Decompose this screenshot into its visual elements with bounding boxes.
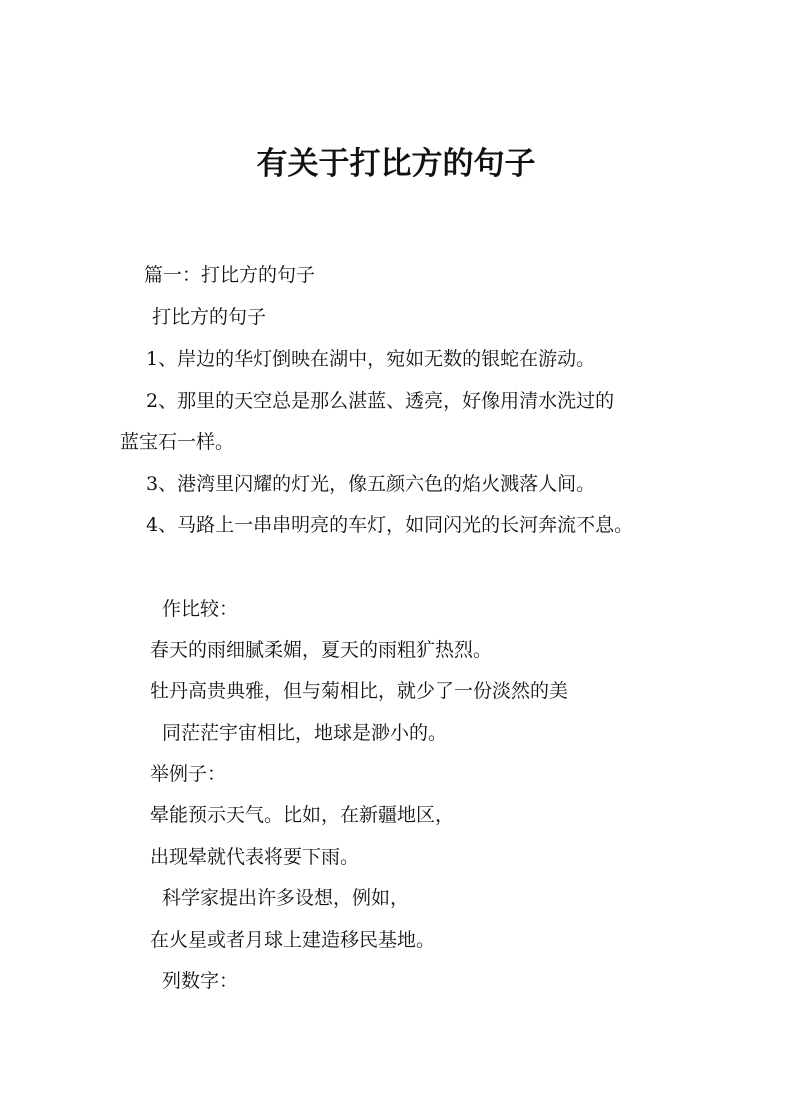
paragraph-line: 出现晕就代表将要下雨。 <box>150 846 360 868</box>
paragraph-line: 科学家提出许多设想，例如， <box>162 887 410 909</box>
section-label: 举例子： <box>150 763 227 785</box>
paragraph-line: 蓝宝石一样。 <box>120 431 235 453</box>
paragraph-line: 春天的雨细腻柔媚，夏天的雨粗犷热烈。 <box>150 639 493 661</box>
section-label: 列数字： <box>162 970 239 992</box>
paragraph-line: 在火星或者月球上建造移民基地。 <box>150 929 436 951</box>
paragraph-line: 牡丹高贵典雅，但与菊相比，就少了一份淡然的美 <box>150 680 569 702</box>
paragraph-line: 1、岸边的华灯倒映在湖中，宛如无数的银蛇在游动。 <box>146 348 596 370</box>
paragraph-line: 同茫茫宇宙相比，地球是渺小的。 <box>162 722 448 744</box>
paragraph-line: 3、港湾里闪耀的灯光，像五颜六色的焰火溅落人间。 <box>146 473 596 495</box>
subsection-heading: 打比方的句子 <box>152 306 267 328</box>
section-heading: 篇一：打比方的句子 <box>144 264 316 286</box>
section-label: 作比较： <box>162 598 239 620</box>
document-title: 有关于打比方的句子 <box>256 146 536 182</box>
paragraph-line: 2、那里的天空总是那么湛蓝、透亮，好像用清水洗过的 <box>146 390 615 412</box>
paragraph-line: 晕能预示天气。比如，在新疆地区， <box>150 804 455 826</box>
paragraph-line: 4、马路上一串串明亮的车灯，如同闪光的长河奔流不息。 <box>146 514 634 536</box>
